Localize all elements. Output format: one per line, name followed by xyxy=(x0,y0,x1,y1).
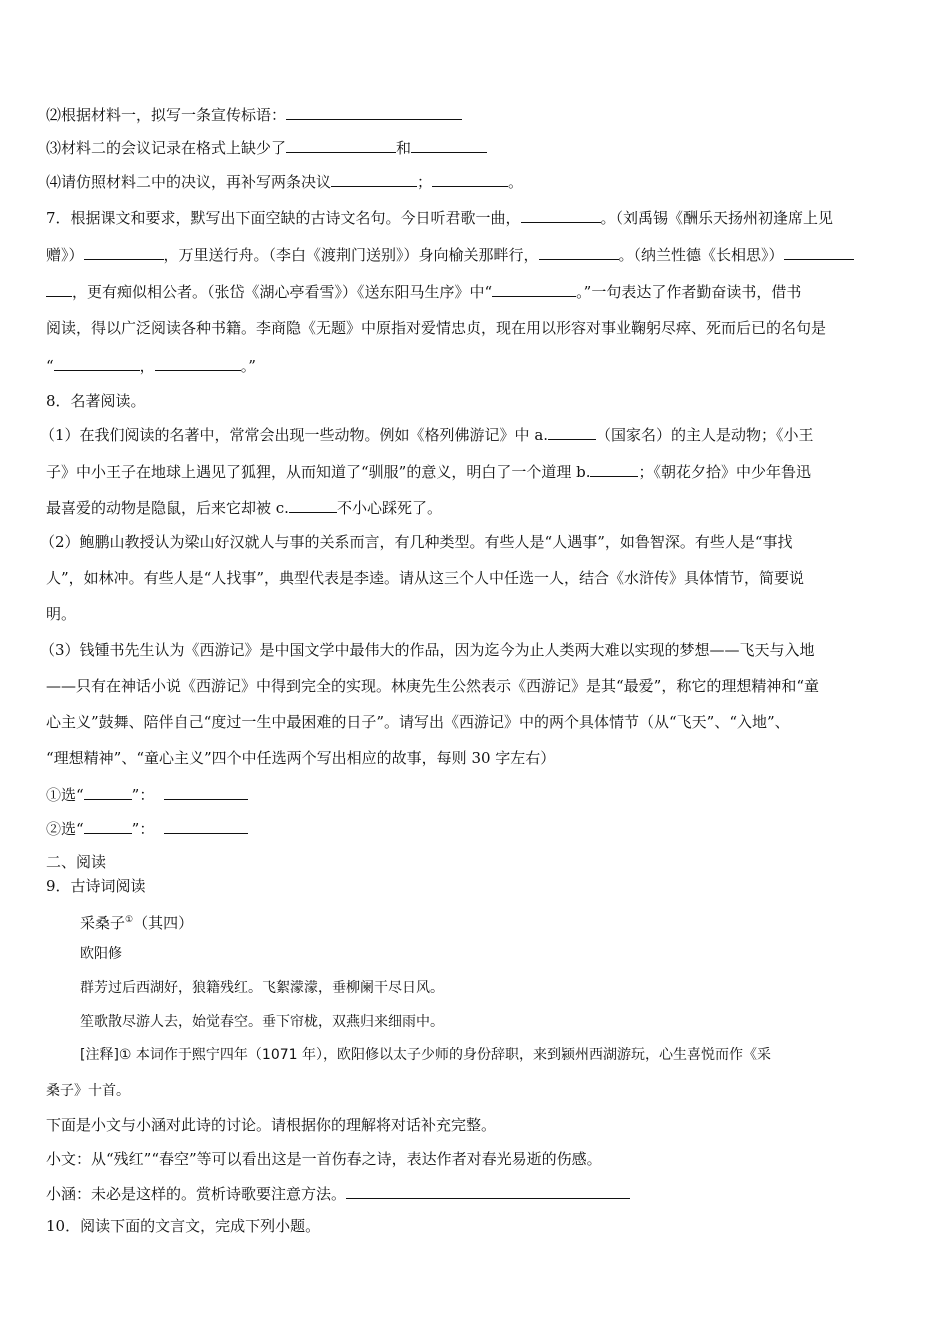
q7-text: 赠》） xyxy=(46,246,84,264)
q8-text: 不小心踩死了。 xyxy=(336,499,442,517)
q6-item2 xyxy=(46,104,462,125)
answer-blank[interactable] xyxy=(548,424,596,440)
q7-text: ，万里送行舟。（李白《渡荆门送别》）身向榆关那畔行， xyxy=(163,246,539,264)
q8-choice-2 xyxy=(46,818,248,839)
q7-text: “ xyxy=(46,357,54,375)
q8-p2-line1: （2）鲍鹏山教授认为梁山好汉就人与事的关系而言，有几种类型。有些人是“人遇事”，如鲁智深。有些人是“事找 xyxy=(40,533,793,551)
answer-blank[interactable] xyxy=(46,281,72,297)
q8-p1-line1 xyxy=(40,424,814,445)
q8-p2-line2: 人”，如林冲。有些人是“人找事”，典型代表是李逵。请从这三个人中任选一人，结合《水浒传》具体情节，简要说 xyxy=(46,569,805,587)
q7-text: ， xyxy=(139,357,155,375)
answer-blank[interactable] xyxy=(286,137,396,153)
q9-intro: 下面是小文与小涵对此诗的讨论。请根据你的理解将对话补充完整。 xyxy=(46,1116,497,1134)
q8-text: （国家名）的主人是动物；《小王 xyxy=(596,426,814,444)
poem-line-2: 笙歌散尽游人去，始觉春空。垂下帘栊，双燕归来细雨中。 xyxy=(80,1014,444,1030)
q8-title: 8．名著阅读。 xyxy=(46,392,146,410)
q9-title: 9．古诗词阅读 xyxy=(46,877,146,895)
answer-blank[interactable] xyxy=(164,784,248,800)
answer-blank[interactable] xyxy=(590,461,638,477)
poem-line-1: 群芳过后西湖好，狼籍残红。飞絮濛濛，垂柳阑干尽日风。 xyxy=(80,980,444,996)
q9-xiaohan xyxy=(46,1183,630,1204)
answer-blank[interactable] xyxy=(289,497,337,513)
section-heading: 二、阅读 xyxy=(46,853,107,871)
poem-title-text: 采桑子 xyxy=(80,914,126,932)
answer-blank[interactable] xyxy=(411,137,487,153)
q8-text: 最喜爱的动物是隐鼠，后来它却被 c. xyxy=(46,499,289,517)
q8-text: （1）在我们阅读的名著中，常常会出现一些动物。例如《格列佛游记》中 a. xyxy=(40,426,549,444)
answer-blank[interactable] xyxy=(331,171,417,187)
q10-title: 10．阅读下面的文言文，完成下列小题。 xyxy=(46,1217,321,1235)
q7-line5 xyxy=(46,355,256,376)
poem-author: 欧阳修 xyxy=(80,946,122,962)
q8-p1-line3 xyxy=(46,497,442,518)
q8-text: ②选“ xyxy=(46,820,84,838)
answer-blank[interactable] xyxy=(521,207,601,223)
q7-text: 7．根据课文和要求，默写出下面空缺的古诗文名句。今日听君歌一曲， xyxy=(46,209,521,227)
q8-p3-line3: 心主义”鼓舞、陪伴自己“度过一生中最困难的日子”。请写出《西游记》中的两个具体情节（从“飞天”、“入地”、 xyxy=(46,713,790,731)
answer-blank[interactable] xyxy=(84,784,132,800)
q6-item4-sep: ； xyxy=(417,173,433,191)
q9-xiaowen: 小文：从“残红”“春空”等可以看出这是一首伤春之诗，表达作者对春光易逝的伤感。 xyxy=(46,1150,602,1168)
q6-item3-and: 和 xyxy=(396,139,412,157)
poem-subtitle: （其四） xyxy=(133,914,194,932)
answer-blank[interactable] xyxy=(164,818,248,834)
q7-text: 。（刘禹锡《酬乐天扬州初逢席上见 xyxy=(600,209,834,227)
q6-item2-text: ⑵根据材料一，拟写一条宣传标语： xyxy=(46,106,287,124)
q6-item4 xyxy=(46,171,523,192)
q6-item3 xyxy=(46,137,487,158)
q9-xiaohan-text: 小涵：未必是这样的。赏析诗歌要注意方法。 xyxy=(46,1185,347,1203)
q8-text: ”： xyxy=(131,786,155,804)
q8-text: ①选“ xyxy=(46,786,84,804)
q8-p1-line2 xyxy=(46,461,811,482)
q8-text: 子》中小王子在地球上遇见了狐狸，从而知道了“驯服”的意义，明白了一个道理 b. xyxy=(46,463,591,481)
poem-note-line-2: 桑子》十首。 xyxy=(46,1083,130,1099)
answer-blank[interactable] xyxy=(84,244,164,260)
q7-line2 xyxy=(46,244,854,265)
q7-text: 。” xyxy=(240,357,256,375)
q7-line1 xyxy=(46,207,833,228)
poem-title xyxy=(80,910,193,933)
answer-blank[interactable] xyxy=(784,244,854,260)
q7-line4 xyxy=(46,318,826,338)
answer-blank[interactable] xyxy=(84,818,132,834)
answer-blank[interactable] xyxy=(54,355,140,371)
q8-p3-line4: “理想精神”、“童心主义”四个中任选两个写出相应的故事，每则 30 字左右） xyxy=(46,749,556,767)
poem-note-mark: ① xyxy=(125,915,134,925)
q8-p3-line2: ——只有在神话小说《西游记》中得到完全的实现。林庚先生公然表示《西游记》是其“最爱”，称它的理想精神和“童 xyxy=(46,677,820,695)
q7-text: ，更有痴似相公者。（张岱《湖心亭看雪》）《送东阳马生序》中“ xyxy=(72,283,493,301)
q8-text: ；《朝花夕拾》中少年鲁迅 xyxy=(638,463,811,481)
answer-blank[interactable] xyxy=(286,104,462,120)
q7-line3 xyxy=(46,281,801,302)
q8-p2-line3: 明。 xyxy=(46,605,77,623)
q8-p3-line1: （3）钱锺书先生认为《西游记》是中国文学中最伟大的作品，因为迄今为止人类两大难以实现的梦想——飞天与入地 xyxy=(40,641,815,659)
answer-blank[interactable] xyxy=(539,244,619,260)
q8-text: ”： xyxy=(131,820,155,838)
answer-blank[interactable] xyxy=(346,1183,630,1199)
q7-text: 。（纳兰性德《长相思》） xyxy=(618,246,784,264)
q6-item3-text: ⑶材料二的会议记录在格式上缺少了 xyxy=(46,139,287,157)
q8-choice-1 xyxy=(46,784,248,805)
answer-blank[interactable] xyxy=(432,171,508,187)
q6-item4-text: ⑷请仿照材料二中的决议，再补写两条决议 xyxy=(46,173,332,191)
poem-note-line-1: [注释]① 本词作于熙宁四年（1071 年），欧阳修以太子少师的身份辞职，来到颍州西湖游玩，心生喜悦而作《采 xyxy=(80,1047,772,1063)
answer-blank[interactable] xyxy=(155,355,241,371)
q7-text: 阅读，得以广泛阅读各种书籍。李商隐《无题》中原指对爱情忠贞，现在用以形容对事业鞠躬尽瘁、死而后已的名句是 xyxy=(46,319,827,337)
q6-item4-end: 。 xyxy=(508,173,524,191)
answer-blank[interactable] xyxy=(492,281,576,297)
q7-text: 。”一句表达了作者勤奋读书，借书 xyxy=(576,283,802,301)
